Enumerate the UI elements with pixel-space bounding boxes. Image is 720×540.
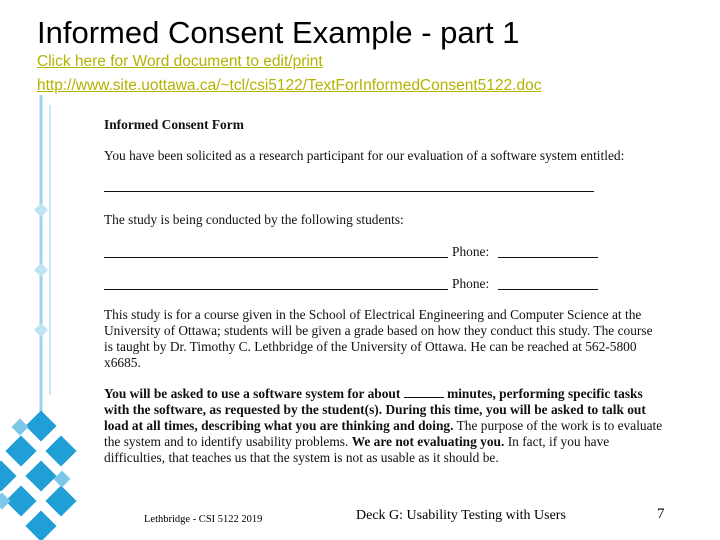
students-intro-text: The study is being conducted by the following students:: [104, 212, 404, 227]
intro-text: You have been solicited as a research participant for our evaluation of a software system entitled:: [104, 148, 625, 163]
student-name-blank: [104, 257, 448, 258]
page-number: 7: [657, 506, 665, 522]
slide-title: Informed Consent Example - part 1: [37, 15, 520, 50]
task-text: The purpose of the work is to evaluate the system and to identify usability problems.: [104, 418, 663, 449]
task-text-bold: You will be asked to use a software system for about: [104, 386, 401, 401]
task-text-bold: minutes, performing specific tasks with the software, as requested by the student(s). During this time, you will be asked to talk out load at all times, describing what you are thinking and doing.: [104, 386, 646, 433]
student-name-blank: [104, 289, 448, 290]
decorative-diamond-pattern: [0, 95, 80, 540]
student-row: [104, 244, 604, 260]
student-row: [104, 276, 604, 292]
task-paragraph: [104, 386, 664, 466]
footer-course: Lethbridge - CSI 5122 2019: [144, 514, 263, 525]
phone-label: Phone:: [452, 244, 490, 259]
footer-deck-title: Deck G: Usability Testing with Users: [356, 508, 566, 523]
software-title-blank: [104, 191, 594, 192]
phone-blank: [498, 257, 598, 258]
minutes-blank: [404, 387, 444, 398]
task-text: In fact, if you have difficulties, that teaches us that the system is not as usable as it should be.: [104, 434, 610, 465]
course-paragraph: This study is for a course given in the School of Electrical Engineering and Computer Science at the University of Ottawa; students will be given a grade based on how they conduct this study. The course is taught by Dr. Timothy C. Lethbridge of the University of Ottawa. He can be reached at 562-5800 x6685.: [104, 307, 653, 370]
phone-blank: [498, 289, 598, 290]
phone-label: Phone:: [452, 276, 490, 291]
word-document-link[interactable]: Click here for Word document to edit/print: [37, 53, 323, 70]
task-text-bold: We are not evaluating you.: [351, 434, 505, 449]
word-document-url-link[interactable]: http://www.site.uottawa.ca/~tcl/csi5122/TextForInformedConsent5122.doc: [37, 77, 542, 94]
form-heading: Informed Consent Form: [104, 117, 244, 132]
